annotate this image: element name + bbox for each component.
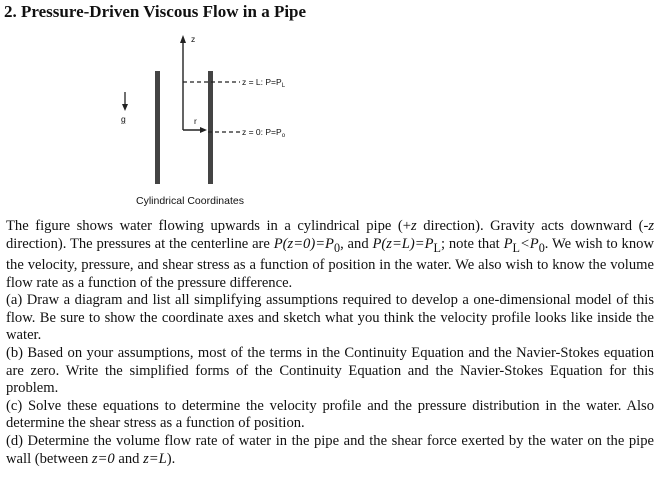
part-c: (c) Solve these equations to determine the velocity profile and the pressure distribution in the water. Also determine the shear stress as a function of position. <box>6 397 654 432</box>
z-axis-label: z <box>191 34 196 44</box>
gravity-label: g <box>121 114 126 124</box>
problem-text <box>6 218 654 468</box>
top-boundary-label: z = L: $P=P_L$ <box>242 77 286 89</box>
part-d: (d) Determine the volume flow rate of water in the pipe and the shear force exerted by the water on the pipe wall (between z=0 and z=L). <box>6 433 654 467</box>
bottom-boundary-label: z = 0: $P=P_o$ <box>242 127 286 139</box>
pipe-diagram <box>0 0 660 215</box>
figure-caption: Cylindrical Coordinates <box>136 195 244 207</box>
pipe-right-wall <box>208 71 213 184</box>
intro-paragraph: The figure shows water flowing upwards in a cylindrical pipe (+z direction). Gravity acts downward (-z direction). The pressures at the centerline are $P(z=0)=P_0$, and $P(z=L)=P_L$; note that $P_L<P_0$. We wish to know the velocity, pressure, and shear stress as a function of position in the water. We also wish to know the volume flow rate as a function of the pressure difference. <box>6 218 654 291</box>
pipe-left-wall <box>155 71 160 184</box>
problem-heading: 2. Pressure-Driven Viscous Flow in a Pipe <box>4 2 307 21</box>
gravity-arrowhead <box>122 104 128 111</box>
part-a: (a) Draw a diagram and list all simplifying assumptions required to develop a one-dimensional model of this flow. Be sure to show the coordinate axes and sketch what you think the velocity profile looks like inside the water. <box>6 292 654 344</box>
r-axis-arrowhead <box>200 127 207 133</box>
r-axis-label: r <box>194 116 197 126</box>
z-axis-arrowhead <box>180 35 186 43</box>
part-b: (b) Based on your assumptions, most of the terms in the Continuity Equation and the Navier-Stokes equation are zero. Write the simplified forms of the Continuity Equation and the Navier-Stokes Equation for this problem. <box>6 345 654 397</box>
